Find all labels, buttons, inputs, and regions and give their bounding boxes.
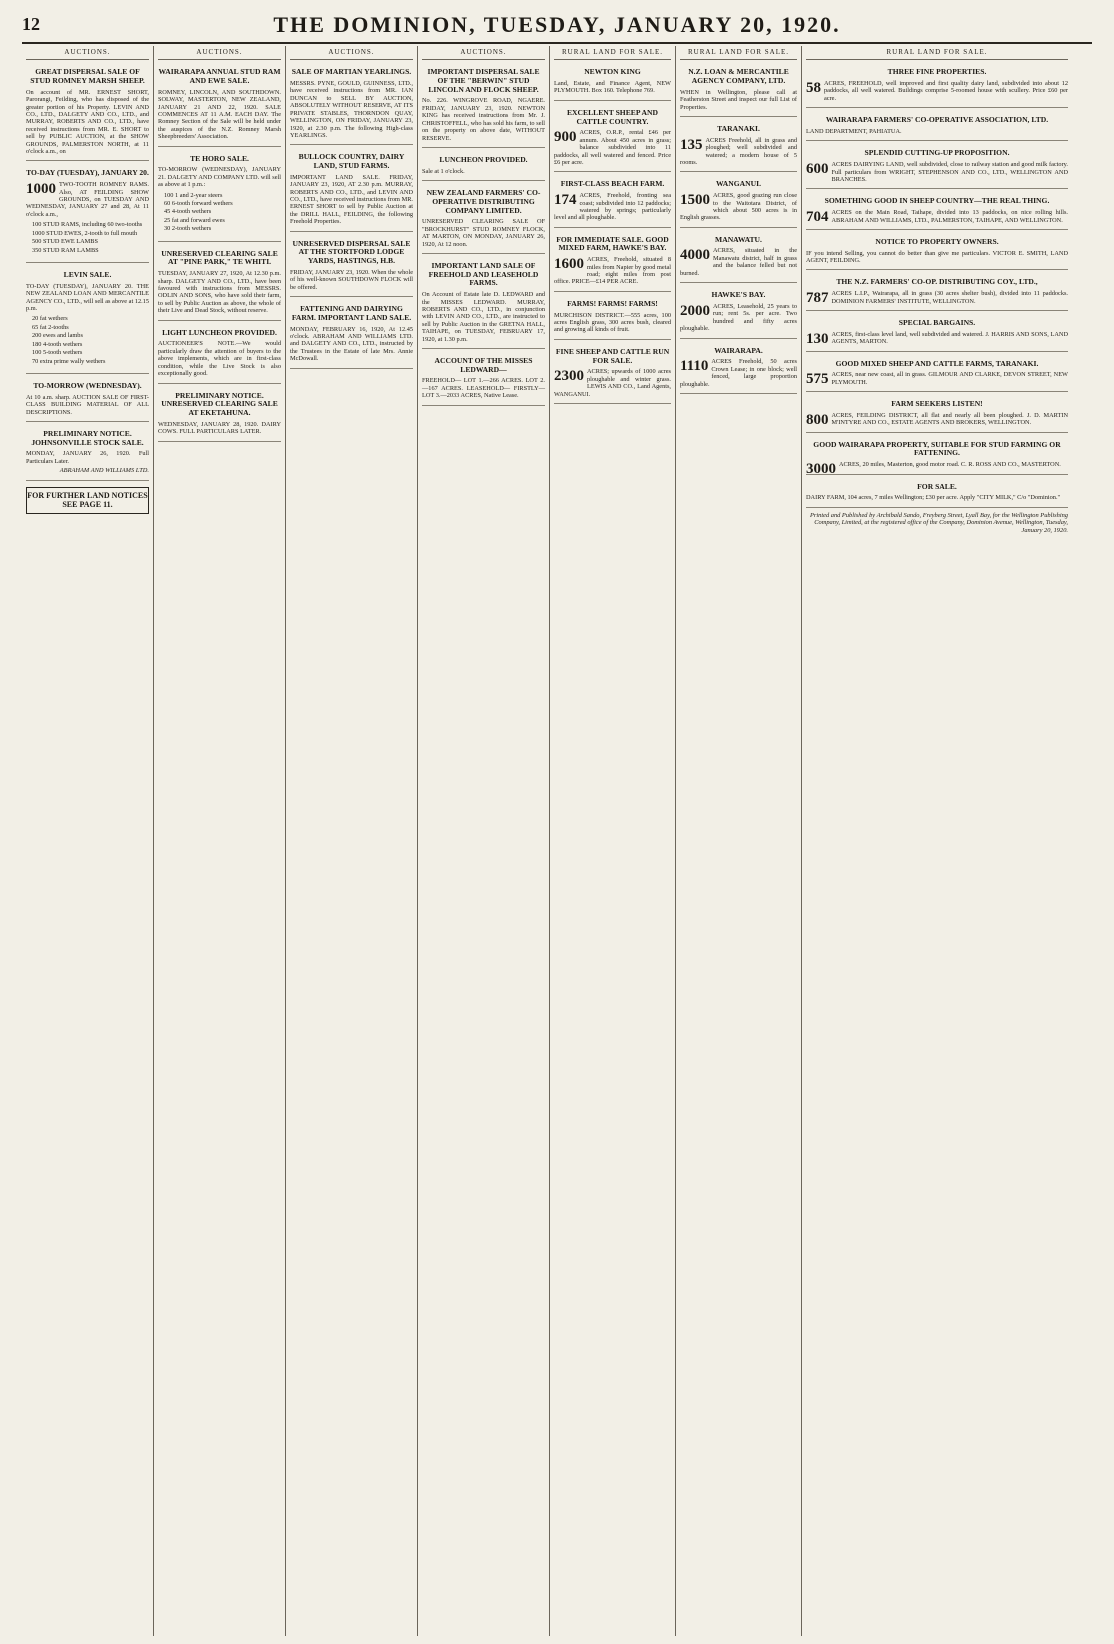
- advert-body: 2300 ACRES; upwards of 1000 acres ploughable and winter grass. LEWIS AND CO., Land Agents, WANGANUI.: [554, 368, 671, 398]
- advert-heading: LIGHT LUNCHEON PROVIDED.: [162, 327, 277, 337]
- advert-heading: NOTICE TO PROPERTY OWNERS.: [875, 236, 999, 246]
- advert-heading: NEW ZEALAND FARMERS' CO-OPERATIVE DISTRIBUTING COMPANY LIMITED.: [426, 188, 541, 215]
- advert: [806, 234, 1068, 271]
- list-item: 45 4-tooth wethers: [164, 208, 212, 216]
- advert: [422, 353, 545, 406]
- advert-heading: FIRST-CLASS BEACH FARM.: [560, 179, 665, 189]
- column-7: [802, 46, 1072, 1636]
- list-item: 65 fat 2-tooths: [32, 323, 69, 331]
- advert-heading: SOMETHING GOOD IN SHEEP COUNTRY—THE REAL THING.: [824, 196, 1050, 206]
- advert-item-list: [26, 315, 149, 365]
- list-item: 100 5-tooth wethers: [32, 349, 83, 357]
- advert-heading: WAIRARAPA ANNUAL STUD RAM AND EWE SALE.: [158, 67, 281, 85]
- column-6: [676, 46, 802, 1636]
- list-item: 60 6-tooth forward wethers: [164, 200, 233, 208]
- list-item: 1000 STUD EWES, 2-tooth to full mouth: [32, 229, 138, 237]
- advert: [554, 344, 671, 404]
- advert-heading: FOR SALE.: [917, 481, 957, 491]
- advert-heading: NEWTON KING: [584, 67, 641, 77]
- column-heading: RURAL LAND FOR SALE.: [680, 46, 797, 60]
- acreage-figure: 130: [806, 330, 829, 347]
- advert-heading: TO-DAY (TUESDAY), JANUARY 20.: [26, 168, 149, 178]
- advert-heading: LUNCHEON PROVIDED.: [439, 154, 528, 164]
- acreage-figure: 2000: [680, 302, 710, 319]
- acreage-figure: 704: [806, 209, 829, 226]
- list-item: 100 STUD RAMS, including 60 two-tooths: [32, 221, 143, 229]
- column-container: [22, 46, 1092, 1636]
- advert-item-list: [26, 221, 149, 254]
- advert: [26, 165, 149, 263]
- advert-body: 135 ACRES Freehold, all in grass and ploughed; well subdivided and watered; a modern house of 5 rooms.: [680, 136, 797, 166]
- advert-body: 1500 ACRES, good grazing run close to the Waitotara District, of which about 500 acres is in English grasses.: [680, 192, 797, 222]
- list-item: 25 fat and forward ewes: [164, 216, 225, 224]
- list-item: 180 4-tooth wethers: [32, 340, 83, 348]
- further-notices-note: FOR FURTHER LAND NOTICES SEE PAGE 11.: [26, 487, 149, 514]
- column-2: [154, 46, 286, 1636]
- advert-heading: IMPORTANT DISPERSAL SALE OF THE "BERWIN" STUD LINCOLN AND FLOCK SHEEP.: [427, 67, 540, 94]
- acreage-figure: 58: [806, 79, 821, 96]
- list-item: 350 STUD RAM LAMBS: [32, 246, 99, 254]
- advert: [422, 185, 545, 254]
- list-item: 500 STUD EWE LAMBS: [32, 238, 98, 246]
- advert-body: At 10 a.m. sharp. AUCTION SALE OF FIRST-CLASS BUILDING MATERIAL OF ALL DESCRIPTIONS.: [26, 393, 149, 416]
- advert: [26, 267, 149, 374]
- advert: [806, 112, 1068, 141]
- advert: [806, 145, 1068, 189]
- advert-body: IF you intend Selling, you cannot do better than give me particulars. VICTOR E. SMITH, LAND AGENT, FEILDING.: [806, 249, 1068, 265]
- advert-item-list: [158, 192, 281, 233]
- acreage-figure: 174: [554, 192, 577, 209]
- advert-heading: TARANAKI.: [717, 123, 760, 133]
- advert: [806, 437, 1068, 478]
- advert: [806, 64, 1068, 108]
- advert: [806, 396, 1068, 433]
- advert: [680, 64, 797, 117]
- advert-body: 800 ACRES, FEILDING DISTRICT, all flat and nearly all been ploughed. J. D. MARTIN M'INTYRE AND CO., ESTATE AGENTS AND BROKERS, WELLINGTON.: [806, 411, 1068, 428]
- advert-body: 174 ACRES, Freehold, fronting sea coast; subdivided into 12 paddocks; watered by springs; particularly level and all ploughable.: [554, 192, 671, 222]
- advert-heading: MANAWATU.: [715, 234, 762, 244]
- advert-heading: TE HORO SALE.: [190, 153, 249, 163]
- advert-body: WHEN in Wellington, please call at Featherston Street and inspect our full List of Properties.: [680, 88, 797, 111]
- advert-heading: BULLOCK COUNTRY, DAIRY LAND, STUD FARMS.: [298, 152, 405, 171]
- advert-body: MURCHISON DISTRICT.—555 acres, 100 acres English grass, 300 acres bush, cleared and growing all kinds of fruit.: [554, 311, 671, 334]
- acreage-figure: 2300: [554, 368, 584, 385]
- advert-body: 575 ACRES, near new coast, all in grass. GILMOUR AND CLARKE, DEVON STREET, NEW PLYMOUTH.: [806, 371, 1068, 388]
- advert-heading: IMPORTANT LAND SALE OF FREEHOLD AND LEASEHOLD FARMS.: [428, 260, 539, 288]
- advert-heading: SPLENDID CUTTING-UP PROPOSITION.: [864, 148, 1010, 158]
- advert-body: ROMNEY, LINCOLN, AND SOUTHDOWN. SOLWAY, MASTERTON, NEW ZEALAND, JANUARY 21 AND 22, 1920. SALE COMMENCES AT 11 A.M. EACH DAY. The Romney Section of the Sale will be held under the auspices of the N.Z. Romney Marsh Sheepbreeders' Association.: [158, 88, 281, 141]
- advert-body: TO-DAY (TUESDAY), JANUARY 20. THE NEW ZEALAND LOAN AND MERCANTILE AGENCY CO., LTD., will sell as above at 12.15 p.m.: [26, 282, 149, 312]
- advert-body: FRIDAY, JANUARY 23, 1920. When the whole of his well-known SOUTHDOWN FLOCK will be offered.: [290, 268, 413, 291]
- advert-heading: WAIRARAPA FARMERS' CO-OPERATIVE ASSOCIATION, LTD.: [825, 115, 1049, 125]
- advert-body: 704 ACRES on the Main Road, Taihape, divided into 13 paddocks, on nice rolling hills. ABRAHAM AND WILLIAMS, LTD., PALMERSTON, TAIHAPE, AND WELLINGTON.: [806, 209, 1068, 226]
- advert: [680, 232, 797, 283]
- advert-body: 2000 ACRES, Leasehold, 25 years to run; rent 5s. per acre. Two hundred and fifty acres ploughable.: [680, 302, 797, 333]
- advert-body: FREEHOLD— LOT 1.—266 ACRES. LOT 2.—167 ACRES. LEASEHOLD— FIRSTLY— LOT 3.—2033 ACRES, Native Lease.: [422, 377, 545, 400]
- advert: [554, 176, 671, 227]
- advert: [680, 343, 797, 394]
- advert-body: MONDAY, FEBRUARY 16, 1920, At 12.45 o'clock. ABRAHAM AND WILLIAMS LTD. and DALGETY AND CO., LTD., instructed by the Trustees in the Estate of late Mrs. Annie McDowall.: [290, 325, 413, 363]
- advert-body: 58 ACRES, FREEHOLD, well improved and first quality dairy land, subdivided into about 12 paddocks, all well watered. Buildings comprise 5-roomed house with scullery. Price £60 per acre.: [806, 79, 1068, 102]
- advert-body: DAIRY FARM, 104 acres, 7 miles Wellington; £30 per acre. Apply "CITY MILK," C/o "Dominion.": [806, 494, 1061, 502]
- advert-heading: SPECIAL BARGAINS.: [898, 318, 976, 328]
- advert: [26, 378, 149, 422]
- advert-heading: FARMS! FARMS! FARMS!: [567, 298, 658, 308]
- advert-heading: LEVIN SALE.: [63, 270, 112, 279]
- advert-body: WEDNESDAY, JANUARY 28, 1920. DAIRY COWS. FULL PARTICULARS LATER.: [158, 420, 281, 436]
- advert-heading: UNRESERVED CLEARING SALE AT "PINE PARK," TE WHITI.: [161, 248, 278, 267]
- advert: [806, 479, 1068, 508]
- advert-heading: ACCOUNT OF THE MISSES LEDWARD—: [434, 356, 533, 374]
- list-item: 20 fat wethers: [32, 315, 68, 323]
- acreage-figure: 1110: [680, 358, 709, 375]
- advert-body: LAND DEPARTMENT, PAHIATUA.: [806, 127, 902, 135]
- advert-heading: SALE OF MARTIAN YEARLINGS.: [291, 67, 412, 77]
- column-heading: RURAL LAND FOR SALE.: [806, 46, 1068, 60]
- acreage-figure: 1000: [26, 181, 56, 198]
- advert: [680, 176, 797, 227]
- advert: [680, 121, 797, 172]
- advert: [422, 64, 545, 148]
- advert: [806, 193, 1068, 230]
- advert-body: 1600 ACRES, Freehold, situated 8 miles from Napier by good metal road; eight miles from post office. PRICE—£14 PER ACRE.: [554, 256, 671, 286]
- advert-body: 900 ACRES, O.R.P., rental £46 per annum. About 450 acres in grass; balance subdivided into 11 paddocks, all well watered and fenced. Price £6 per acre.: [554, 129, 671, 166]
- advert: [158, 388, 281, 442]
- advert-body: No. 226. WINGROVE ROAD, NGAERE. FRIDAY, JANUARY 23, 1920. NEWTON KING has received instructions from Mr. J. CHRISTOFFELL, who has sold his farm, to sell on the property on above date, WITHOUT RESERVE.: [422, 97, 545, 142]
- acreage-figure: 575: [806, 371, 829, 388]
- advert-body: 1000 TWO-TOOTH ROMNEY RAMS. Also, AT FEILDING SHOW GROUNDS, on TUESDAY AND WEDNESDAY, JANUARY 27 and 28, At 11 o'clock a.m.,: [26, 181, 149, 218]
- advert: [26, 64, 149, 161]
- column-1: [22, 46, 154, 1636]
- advert: [158, 246, 281, 321]
- advert: [290, 64, 413, 145]
- advert-body: MONDAY, JANUARY 26, 1920. Full Particulars Later.: [26, 450, 149, 465]
- advert-heading: WAIRARAPA.: [714, 345, 763, 355]
- advert-body: 130 ACRES, first-class level land, well subdivided and watered. J. HARRIS AND SONS, LAND AGENTS, MARTON.: [806, 330, 1068, 347]
- advert: [554, 105, 671, 173]
- column-5: [550, 46, 676, 1636]
- column-heading: AUCTIONS.: [26, 46, 149, 60]
- advert-heading: PRELIMINARY NOTICE. UNRESERVED CLEARING SALE AT EKETAHUNA.: [161, 390, 278, 417]
- advert-heading: GREAT DISPERSAL SALE OF STUD ROMNEY MARSH SHEEP.: [30, 67, 145, 85]
- column-4: [418, 46, 550, 1636]
- advert-body: TO-MORROW (WEDNESDAY), JANUARY 21. DALGETY AND COMPANY LTD. will sell as above at 1 p.m.:: [158, 166, 281, 189]
- advert-heading: GOOD WAIRARAPA PROPERTY, SUITABLE FOR STUD FARMING OR FATTENING.: [813, 439, 1061, 458]
- advert-body: IMPORTANT LAND SALE. FRIDAY, JANUARY 23, 1920, AT 2.30 p.m. MURRAY, ROBERTS AND CO., LTD., and LEVIN AND CO., LTD., have received instructions from MR. ERNEST SHORT to sell by Public Auction at the DRILL HALL, FEILDING, the following Freehold Properties.: [290, 173, 413, 226]
- advert-heading: PRELIMINARY NOTICE. JOHNSONVILLE STOCK SALE.: [31, 428, 144, 447]
- column-heading: AUCTIONS.: [290, 46, 413, 60]
- advert-body: 4000 ACRES, situated in the Manawatu district, half in grass and the balance felled but not burned.: [680, 247, 797, 277]
- masthead: [22, 8, 1092, 44]
- advert-body: On Account of Estate late D. LEDWARD and the MISSES LEDWARD. MURRAY, ROBERTS AND CO., LTD., in conjunction with LEVIN AND CO., LTD., are instructed to sell by Public Auction in the GRETNA HALL, TAIHAPE, on TUESDAY, FEBRUARY 17, 1920, at 1.30 p.m.: [422, 291, 545, 343]
- advert: [158, 151, 281, 242]
- acreage-figure: 135: [680, 136, 703, 153]
- advert-body: AUCTIONEER'S NOTE.—We would particularly draw the attention of buyers to the above implements, which are in first-class condition, while the Live Stock is also exceptionally good.: [158, 340, 281, 378]
- advert: [806, 274, 1068, 311]
- acreage-figure: 1600: [554, 256, 584, 273]
- advert-heading: FINE SHEEP AND CATTLE RUN FOR SALE.: [555, 346, 670, 365]
- acreage-figure: 4000: [680, 247, 710, 264]
- advert: [422, 258, 545, 349]
- advert-heading: TO-MORROW (WEDNESDAY).: [33, 380, 142, 390]
- advert-body: 600 ACRES DAIRYING LAND, well subdivided, close to railway station and good milk factory. Full particulars from WRIGHT, STEPHENSON AND CO., LTD., WELLINGTON AND BRANCHES.: [806, 161, 1068, 183]
- advert-body: 787 ACRES L.I.P., Wairarapa, all in grass (30 acres shelter bush), divided into 11 paddocks. DOMINION FARMERS' INSTITUTE, WELLINGTON.: [806, 290, 1068, 307]
- advert: [158, 64, 281, 146]
- advert-body: MESSRS. PYNE, GOULD, GUINNESS, LTD., have received instructions from MR. IAN DUNCAN to SELL BY AUCTION, ABSOLUTELY WITHOUT RESERVE, AT ITS PRIVATE STABLES, THORNDON QUAY, WELLINGTON, ON FRIDAY, JANUARY 23, 1920, at 2.30 p.m. The following High-class YEARLINGS.: [290, 79, 413, 139]
- column-heading: AUCTIONS.: [158, 46, 281, 60]
- advert: [806, 356, 1068, 393]
- advertiser-signature: ABRAHAM AND WILLIAMS LTD.: [59, 467, 149, 475]
- column-heading: AUCTIONS.: [422, 46, 545, 60]
- advert-body: UNRESERVED CLEARING SALE OF "BROCKHURST" STUD ROMNEY FLOCK, AT MARTON, ON MONDAY, JANUARY 26, 1920, At 12 noon.: [422, 218, 545, 248]
- advert: [680, 287, 797, 338]
- advert: [290, 149, 413, 231]
- advert-heading: GOOD MIXED SHEEP AND CATTLE FARMS, TARANAKI.: [835, 358, 1039, 368]
- advert: [554, 296, 671, 340]
- advert-body: On account of MR. ERNEST SHORT, Parorangi, Feilding, who has disposed of the greater portion of his Property. LEVIN AND CO., LTD., DALGETY AND CO., LTD., and MURRAY, ROBERTS AND CO., LTD., have received instructions from MR. E. SHORT to sell by PUBLIC AUCTION, at the SHOW GROUNDS, PALMERSTON NORTH, at 11 o'clock a.m., on: [26, 88, 149, 156]
- advert-heading: FOR IMMEDIATE SALE. GOOD MIXED FARM, HAWKE'S BAY.: [556, 234, 669, 253]
- advert-body: Sale at 1 o'clock.: [422, 167, 465, 175]
- advert: [290, 301, 413, 369]
- acreage-figure: 800: [806, 411, 829, 428]
- advert: [554, 232, 671, 292]
- acreage-figure: 600: [806, 161, 829, 178]
- column-3: [286, 46, 418, 1636]
- advert-heading: THREE FINE PROPERTIES.: [887, 67, 987, 77]
- advert-heading: UNRESERVED DISPERSAL SALE AT THE STORTFORD LODGE YARDS, HASTINGS, H.B.: [292, 238, 411, 266]
- acreage-figure: 787: [806, 290, 829, 307]
- page-number: 12: [22, 14, 40, 34]
- list-item: 200 ewes and lambs: [32, 332, 83, 340]
- list-item: 30 2-tooth wethers: [164, 225, 212, 233]
- acreage-figure: 1500: [680, 192, 710, 209]
- advert-heading: WANGANUI.: [716, 179, 761, 189]
- advert-heading: FARM SEEKERS LISTEN!: [891, 399, 983, 409]
- advert-body: 3000 ACRES, 20 miles, Masterton, good motor road. C. R. ROSS AND CO., MASTERTON.: [806, 461, 1061, 478]
- advert-heading: EXCELLENT SHEEP AND CATTLE COUNTRY.: [566, 107, 658, 126]
- advert-heading: HAWKE'S BAY.: [711, 290, 766, 300]
- advert: [806, 315, 1068, 352]
- list-item: 70 extra prime wally wethers: [32, 357, 106, 365]
- advert-heading: FATTENING AND DAIRYING FARM. IMPORTANT LAND SALE.: [291, 304, 412, 322]
- advert: [26, 426, 149, 481]
- newspaper-title: THE DOMINION, TUESDAY, JANUARY 20, 1920.: [273, 12, 841, 37]
- advert: [158, 325, 281, 384]
- printer-imprint: Printed and Published by Archibald Sando, Freyberg Street, Lyall Bay, for the Wellington Publishing Company, Limited, at the registered office of the Company, Dominion Avenue, Wellington, Tuesday, January 20, 1920.: [809, 511, 1068, 534]
- acreage-figure: 3000: [806, 461, 836, 478]
- advert: [290, 236, 413, 297]
- advert-body: 1110 ACRES Freehold, 50 acres Crown Lease; in one block; well fenced, large proportion ploughable.: [680, 358, 797, 388]
- column-heading: RURAL LAND FOR SALE.: [554, 46, 671, 60]
- advert-heading: N.Z. LOAN & MERCANTILE AGENCY COMPANY, LTD.: [688, 67, 789, 85]
- advert-body: TUESDAY, JANUARY 27, 1920, At 12.30 p.m. sharp. DALGETY AND CO., LTD., have been favoured with instructions from MESSRS. ODLIN AND SONS, who have sold their farm, to sell by Public Auction as above, the whole of their Live and Dead Stock, without reserve.: [158, 270, 281, 315]
- advert-heading: THE N.Z. FARMERS' CO-OP. DISTRIBUTING COY., LTD.,: [836, 277, 1038, 287]
- list-item: 100 1 and 2-year steers: [164, 191, 223, 199]
- advert: [422, 152, 545, 181]
- advert-body: Land, Estate, and Finance Agent, NEW PLYMOUTH. Box 160. Telephone 769.: [554, 79, 671, 95]
- advert: [554, 64, 671, 101]
- acreage-figure: 900: [554, 129, 577, 146]
